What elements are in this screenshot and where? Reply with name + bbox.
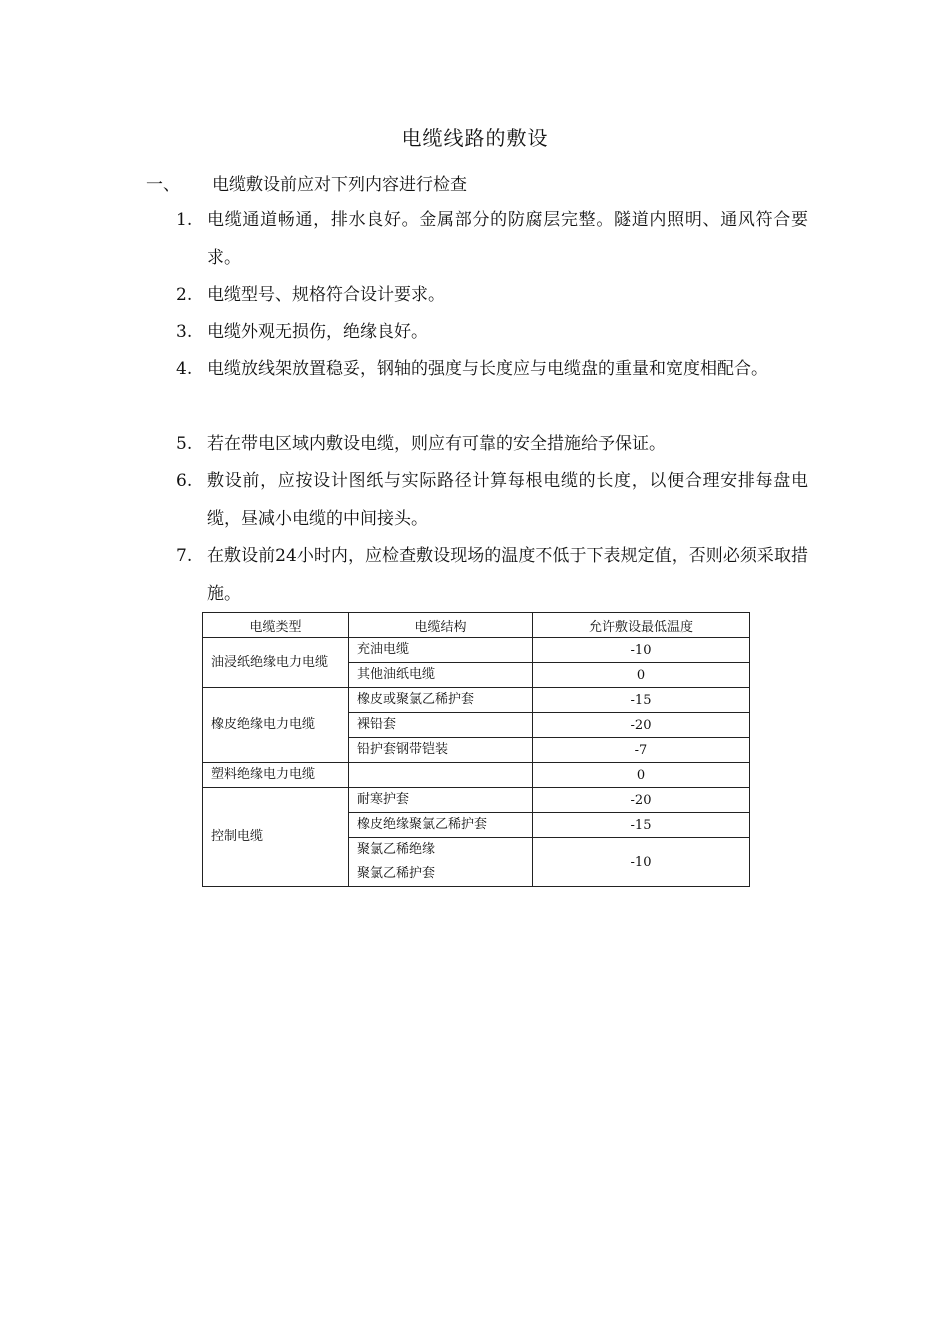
list-item [176, 350, 808, 388]
list-item-text: 电缆外观无损伤，绝缘良好。 [207, 322, 428, 342]
list-item-number: 3. [176, 322, 193, 342]
list-item-number: 4. [176, 359, 193, 379]
list-item [176, 276, 808, 314]
list-item-number: 2. [176, 285, 193, 305]
column-header-structure: 电缆结构 [349, 613, 533, 638]
list-item-number: 5. [176, 434, 193, 454]
list-item-number: 1. [176, 210, 193, 230]
cable-structure-cell: 橡皮绝缘聚氯乙稀护套 [349, 813, 533, 838]
cable-structure-cell: 铅护套钢带铠装 [349, 738, 533, 763]
temperature-table [202, 612, 750, 887]
table-row [203, 688, 750, 713]
min-temperature-cell: -10 [533, 838, 750, 887]
column-header-temperature: 允许敷设最低温度 [533, 613, 750, 638]
list-item-number: 7. [176, 546, 193, 566]
cable-structure-cell: 裸铅套 [349, 713, 533, 738]
list-item-text: 电缆放线架放置稳妥，钢轴的强度与长度应与电缆盘的重量和宽度相配合。 [207, 359, 768, 379]
column-header-type: 电缆类型 [203, 613, 349, 638]
table-header-row [203, 613, 750, 638]
min-temperature-cell: -7 [533, 738, 750, 763]
table-row [203, 763, 750, 788]
list-item [176, 462, 808, 538]
table-row [203, 788, 750, 813]
min-temperature-cell: -15 [533, 688, 750, 713]
list-item-number: 6. [176, 471, 193, 491]
list-item [176, 313, 808, 351]
section-marker: 一、 [146, 175, 180, 195]
cable-type-cell: 橡皮绝缘电力电缆 [203, 688, 349, 763]
list-item-text: 若在带电区域内敷设电缆，则应有可靠的安全措施给予保证。 [207, 434, 666, 454]
cable-structure-cell: 耐寒护套 [349, 788, 533, 813]
list-item-text: 敷设前，应按设计图纸与实际路径计算每根电缆的长度，以便合理安排每盘电缆，昼减小电缆的中间接头。 [207, 471, 808, 529]
list-item-text: 在敷设前24小时内，应检查敷设现场的温度不低于下表规定值，否则必须采取措施。 [207, 546, 808, 604]
table-row [203, 638, 750, 663]
min-temperature-cell: -20 [533, 788, 750, 813]
min-temperature-cell: 0 [533, 663, 750, 688]
min-temperature-cell: -15 [533, 813, 750, 838]
list-item-text: 电缆型号、规格符合设计要求。 [207, 285, 445, 305]
list-item [176, 425, 808, 463]
min-temperature-cell: -10 [533, 638, 750, 663]
section-heading-text: 电缆敷设前应对下列内容进行检查 [212, 175, 467, 195]
cable-structure-line: 聚氯乙稀绝缘 [357, 842, 436, 857]
page-title: 电缆线路的敷设 [401, 126, 549, 150]
cable-structure-line: 聚氯乙稀护套 [357, 866, 436, 881]
min-temperature-cell: -20 [533, 713, 750, 738]
section-heading [146, 170, 467, 195]
cable-structure-cell [349, 763, 533, 788]
list-item [176, 537, 808, 613]
cable-type-cell: 油浸纸绝缘电力电缆 [203, 638, 349, 688]
cable-structure-cell: 其他油纸电缆 [349, 663, 533, 688]
cable-type-cell: 塑料绝缘电力电缆 [203, 763, 349, 788]
min-temperature-cell: 0 [533, 763, 750, 788]
list-item [176, 201, 808, 277]
cable-structure-cell [349, 838, 533, 887]
cable-structure-cell: 充油电缆 [349, 638, 533, 663]
list-item-text: 电缆通道畅通，排水良好。金属部分的防腐层完整。隧道内照明、通风符合要求。 [207, 210, 808, 268]
cable-structure-cell: 橡皮或聚氯乙稀护套 [349, 688, 533, 713]
cable-type-cell: 控制电缆 [203, 788, 349, 887]
